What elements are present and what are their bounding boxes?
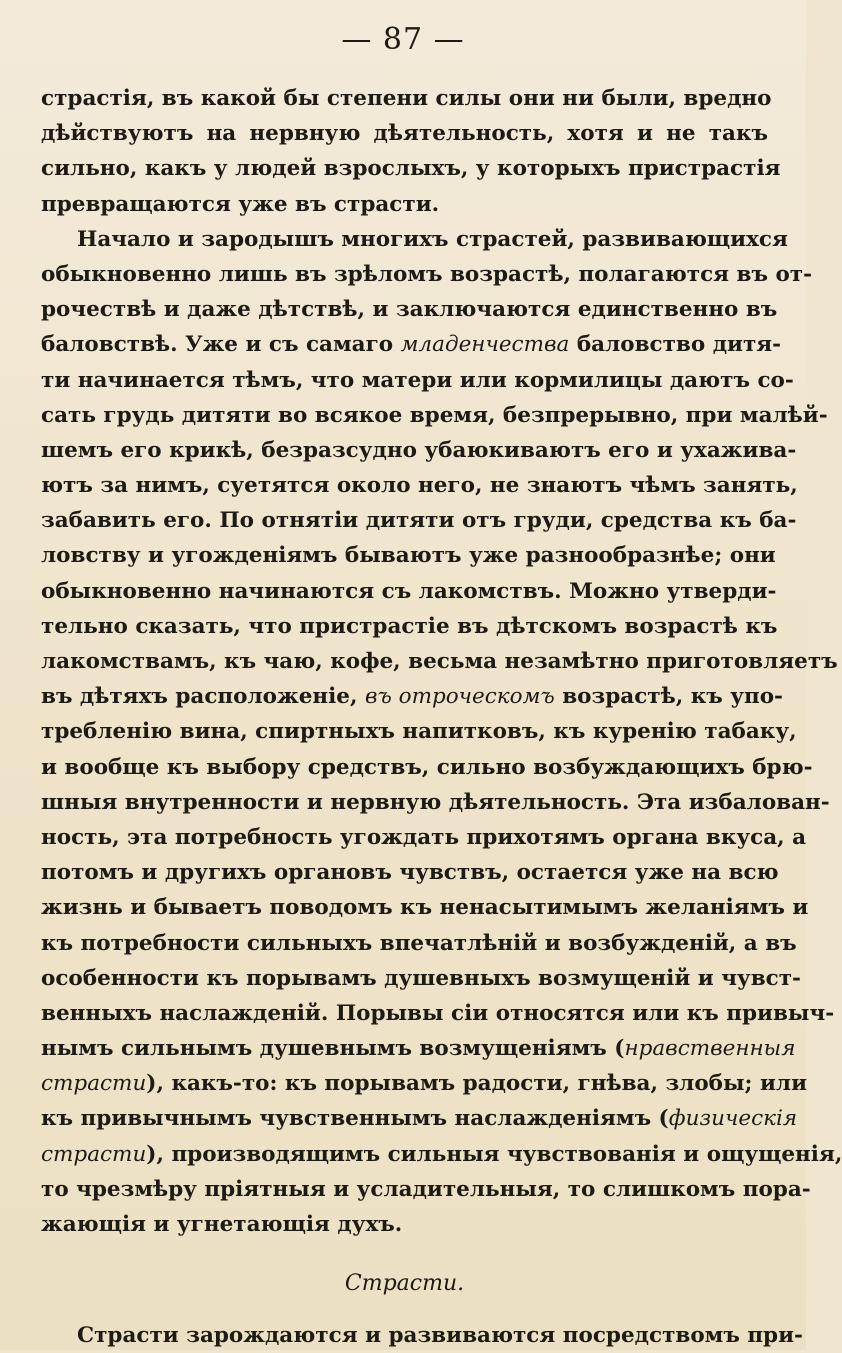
text-line: ти начинается тѣмъ, что матери или кормилицы даютъ со- [41, 367, 794, 393]
text-line: тельно сказать, что пристрастіе въ дѣтскомъ возрастѣ къ [41, 613, 778, 639]
italic-phrase: страсти [41, 1141, 147, 1167]
text-line: лакомствамъ, къ чаю, кофе, весьма незамѣтно приготовляетъ [41, 649, 838, 674]
text-line [41, 679, 783, 714]
text-line [41, 1031, 796, 1066]
text-segment: возрастѣ, къ упо- [554, 684, 783, 710]
text-line [41, 1137, 842, 1172]
text-segment: къ привычнымъ чувственнымъ наслажденіямъ ( [41, 1106, 669, 1132]
text-line: дѣйствуютъ на нервную дѣятельность, хотя и не такъ [41, 121, 768, 147]
text-segment: ), какъ-то: къ порывамъ радости, гнѣва, злобы; или [146, 1071, 808, 1097]
italic-phrase: младенчества [400, 332, 570, 358]
text-segment: въ дѣтяхъ расположеніе, [41, 684, 365, 710]
text-line: ютъ за нимъ, суетятся около него, не знаютъ чѣмъ занять, [41, 473, 798, 499]
italic-phrase: физическія [668, 1106, 798, 1132]
italic-phrase: нравственныя [624, 1036, 796, 1062]
text-line: обыкновенно лишь въ зрѣломъ возрастѣ, полагаются въ от- [41, 261, 813, 287]
text-line: страстія, въ какой бы степени силы они ни были, вредно [41, 86, 772, 111]
text-line: забавить его. По отнятіи дитяти отъ груди, средства къ ба- [41, 508, 797, 534]
text-segment: ), производящимъ сильныя чувствованія и ощущенія, [146, 1141, 842, 1167]
page-number: — 87 — [341, 22, 465, 57]
text-line: венныхъ наслажденій. Порывы сіи относятся или къ привыч- [41, 1000, 835, 1026]
text-line [41, 327, 782, 362]
text-line: Страсти зарождаются и развиваются посредствомъ при- [77, 1323, 803, 1349]
text-line [41, 1066, 808, 1101]
text-segment: баловствѣ. Уже и съ самаго [41, 332, 401, 358]
text-line: Начало и зародышъ многихъ страстей, развивающихся [77, 226, 788, 252]
text-line: обыкновенно начинаются съ лакомствъ. Можно утверди- [41, 578, 777, 604]
section-heading: Страсти. [344, 1271, 465, 1297]
text-line: требленію вина, спиртныхъ напитковъ, къ куренію табаку, [41, 719, 797, 745]
italic-phrase: въ отроческомъ [364, 684, 555, 710]
text-line: рочествѣ и даже дѣтствѣ, и заключаются единственно въ [41, 297, 778, 323]
text-line: сать грудь дитяти во всякое время, безпрерывно, при малѣй- [41, 402, 828, 428]
paragraph [41, 81, 842, 1242]
italic-phrase: страсти [41, 1071, 147, 1097]
text-line: сильно, какъ у людей взрослыхъ, у которыхъ пристрастія [41, 156, 781, 182]
text-line [41, 1101, 798, 1136]
text-line: шемъ его крикѣ, безразсудно убаюкиваютъ его и ухажива- [41, 437, 797, 463]
text-line: къ потребности сильныхъ впечатлѣній и возбужденій, а въ [41, 930, 797, 956]
text-line: особенности къ порывамъ душевныхъ возмущеній и чувст- [41, 965, 801, 991]
text-segment: баловство дитя- [569, 332, 782, 358]
text-line: потомъ и другихъ органовъ чувствъ, остается уже на всю [41, 860, 779, 886]
body-text [41, 81, 842, 1353]
text-line: ловству и угожденіямъ бываютъ уже разнообразнѣе; они [41, 543, 776, 569]
text-line: шныя внутренности и нервную дѣятельность. Эта избалован- [41, 789, 830, 815]
text-line: и вообще къ выбору средствъ, сильно возбуждающихъ брю- [41, 754, 813, 780]
text-line: превращаются уже въ страсти. [41, 191, 440, 217]
text-line: ность, эта потребность угождать прихотямъ органа вкуса, а [41, 824, 807, 850]
text-segment: нымъ сильнымъ душевнымъ возмущеніямъ ( [41, 1036, 625, 1062]
text-line: жизнь и бываетъ поводомъ къ ненасытимымъ желаніямъ и [41, 895, 809, 921]
text-line: то чрезмѣру пріятныя и усладительныя, то слишкомъ пора- [41, 1176, 811, 1202]
text-line: жающія и угнетающія духъ. [41, 1212, 403, 1237]
